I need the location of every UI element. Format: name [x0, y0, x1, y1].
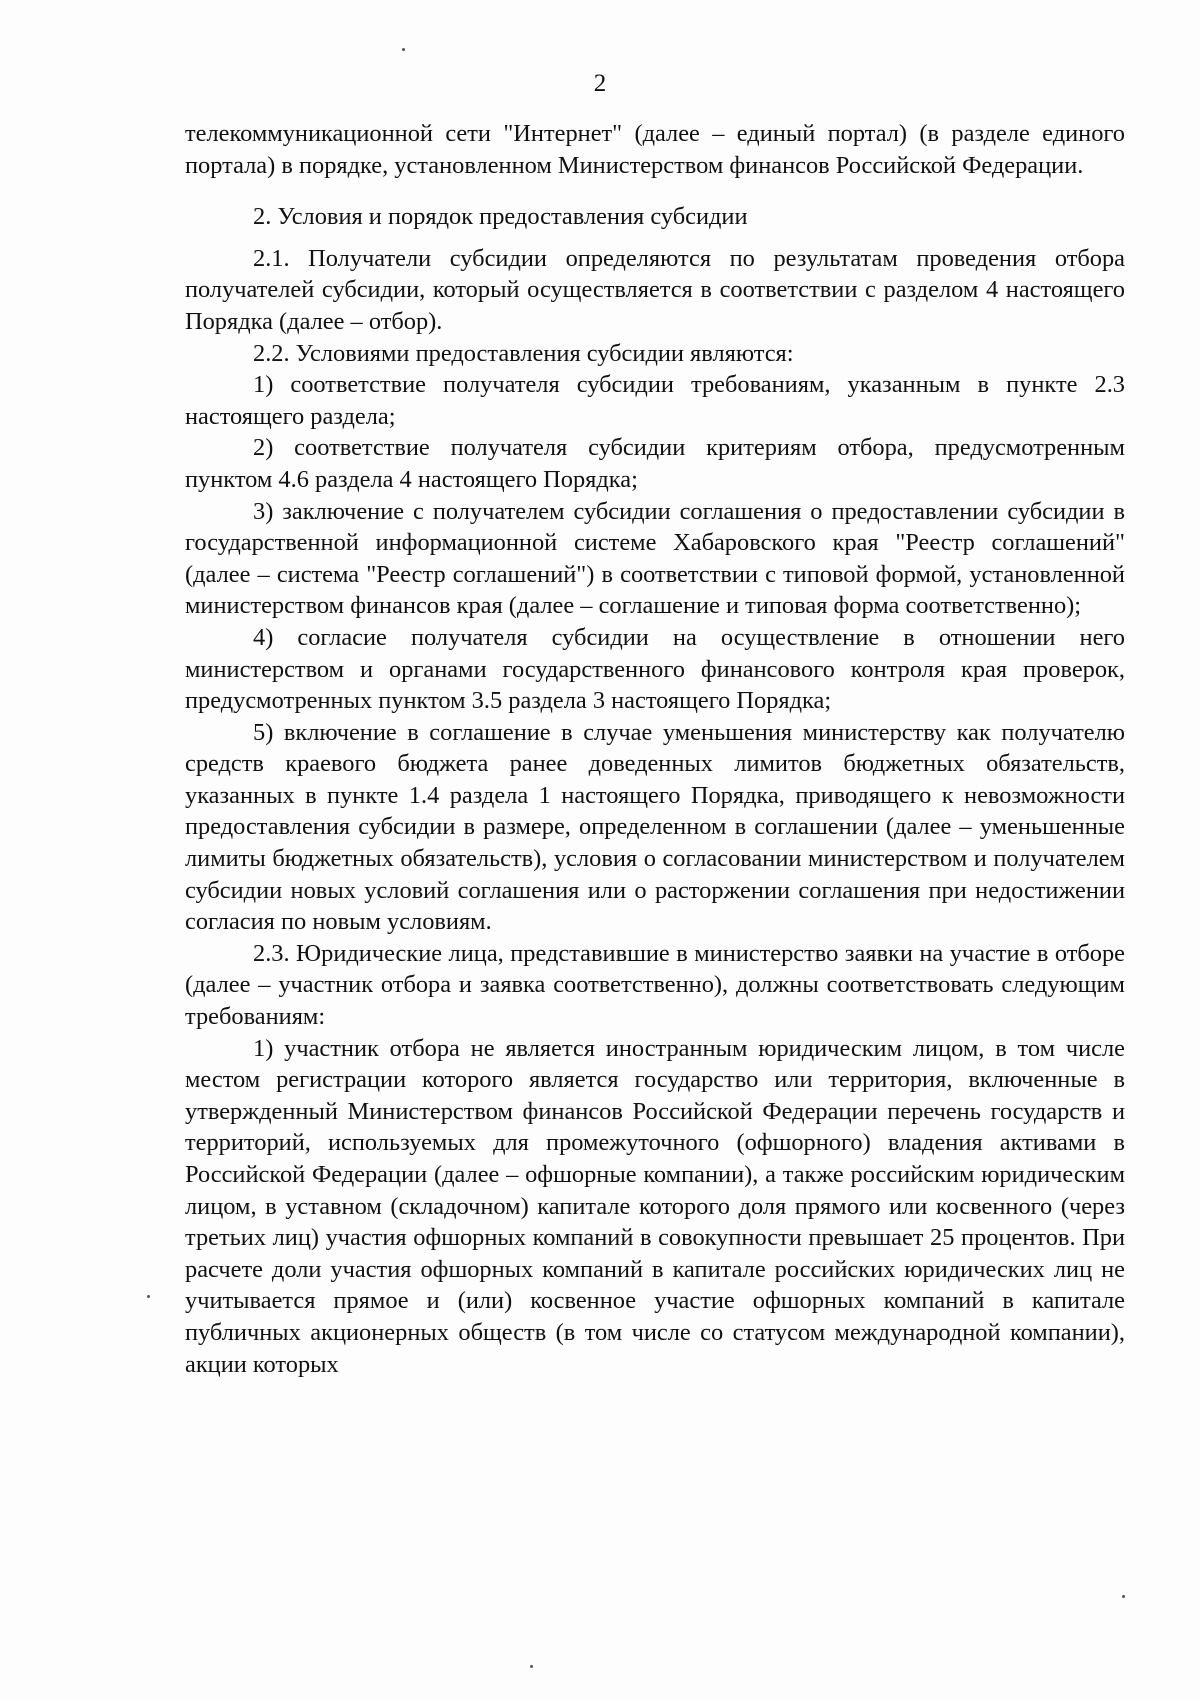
scan-speck: [1122, 1595, 1125, 1598]
paragraph-2-2: 2.2. Условиями предоставления субсидии являются:: [253, 339, 794, 367]
condition-item-5: 5) включение в соглашение в случае уменьшения министерству как получателю средств краевого бюджета ранее доведенных лимитов бюджетных обязательств, указанных в пункте 1.4 раздела 1 настоящего Порядка, приводящего к невозможности предоставления субсидии в размере, определенном в соглашении (далее – уменьшенные лимиты бюджетных обязательств), условия о согласовании министерством и получателем субсидии новых условий соглашения или о расторжении соглашения при недостижении согласия по новым условиям.: [185, 718, 1125, 936]
intro-paragraph: телекоммуникационной сети "Интернет" (далее – единый портал) (в разделе единого портала) в порядке, установленном Министерством финансов Российской Федерации.: [185, 120, 1125, 179]
condition-item-4: 4) согласие получателя субсидии на осуществление в отношении него министерством и органами государственного финансового контроля края проверок, предусмотренных пунктом 3.5 раздела 3 настоящего Порядка;: [185, 623, 1125, 715]
condition-item-1: 1) соответствие получателя субсидии требованиям, указанным в пункте 2.3 настоящего раздела;: [185, 371, 1125, 430]
page-number: 2: [593, 70, 607, 97]
scan-speck: [147, 1295, 150, 1298]
paragraph-2-3: 2.3. Юридические лица, представившие в министерство заявки на участие в отборе (далее – участник отбора и заявка соответственно), должны соответствовать следующим требованиям:: [185, 939, 1125, 1031]
section-heading: 2. Условия и порядок предоставления субсидии: [253, 203, 748, 231]
condition-item-3: 3) заключение с получателем субсидии соглашения о предоставлении субсидии в государственной информационной системе Хабаровского края "Реестр соглашений" (далее – система "Реестр соглашений") в соответствии с типовой формой, установленной министерством финансов края (далее – соглашение и типовая форма соответственно);: [185, 497, 1125, 620]
document-body: [185, 118, 1125, 1380]
scan-speck: [402, 48, 405, 51]
scan-speck: [530, 1665, 533, 1668]
paragraph-2-1: 2.1. Получатели субсидии определяются по результатам проведения отбора получателей субсидии, который осуществляется в соответствии с разделом 4 настоящего Порядка (далее – отбор).: [185, 244, 1125, 335]
condition-item-2: 2) соответствие получателя субсидии критериям отбора, предусмотренным пунктом 4.6 раздела 4 настоящего Порядка;: [185, 434, 1125, 493]
requirement-item-1: 1) участник отбора не является иностранным юридическим лицом, в том числе местом регистрации которого является государство или территория, включенные в утвержденный Министерством финансов Российской Федерации перечень государств и территорий, используемых для промежуточного (офшорного) владения активами в Российской Федерации (далее – офшорные компании), а также российским юридическим лицом, в уставном (складочном) капитале которого доля прямого или косвенного (через третьих лиц) участия офшорных компаний в совокупности превышает 25 процентов. При расчете доли участия офшорных компаний в капитале российских юридических лиц не учитывается прямое и (или) косвенное участие офшорных компаний в капитале публичных акционерных обществ (в том числе со статусом международной компании), акции которых: [185, 1034, 1125, 1378]
